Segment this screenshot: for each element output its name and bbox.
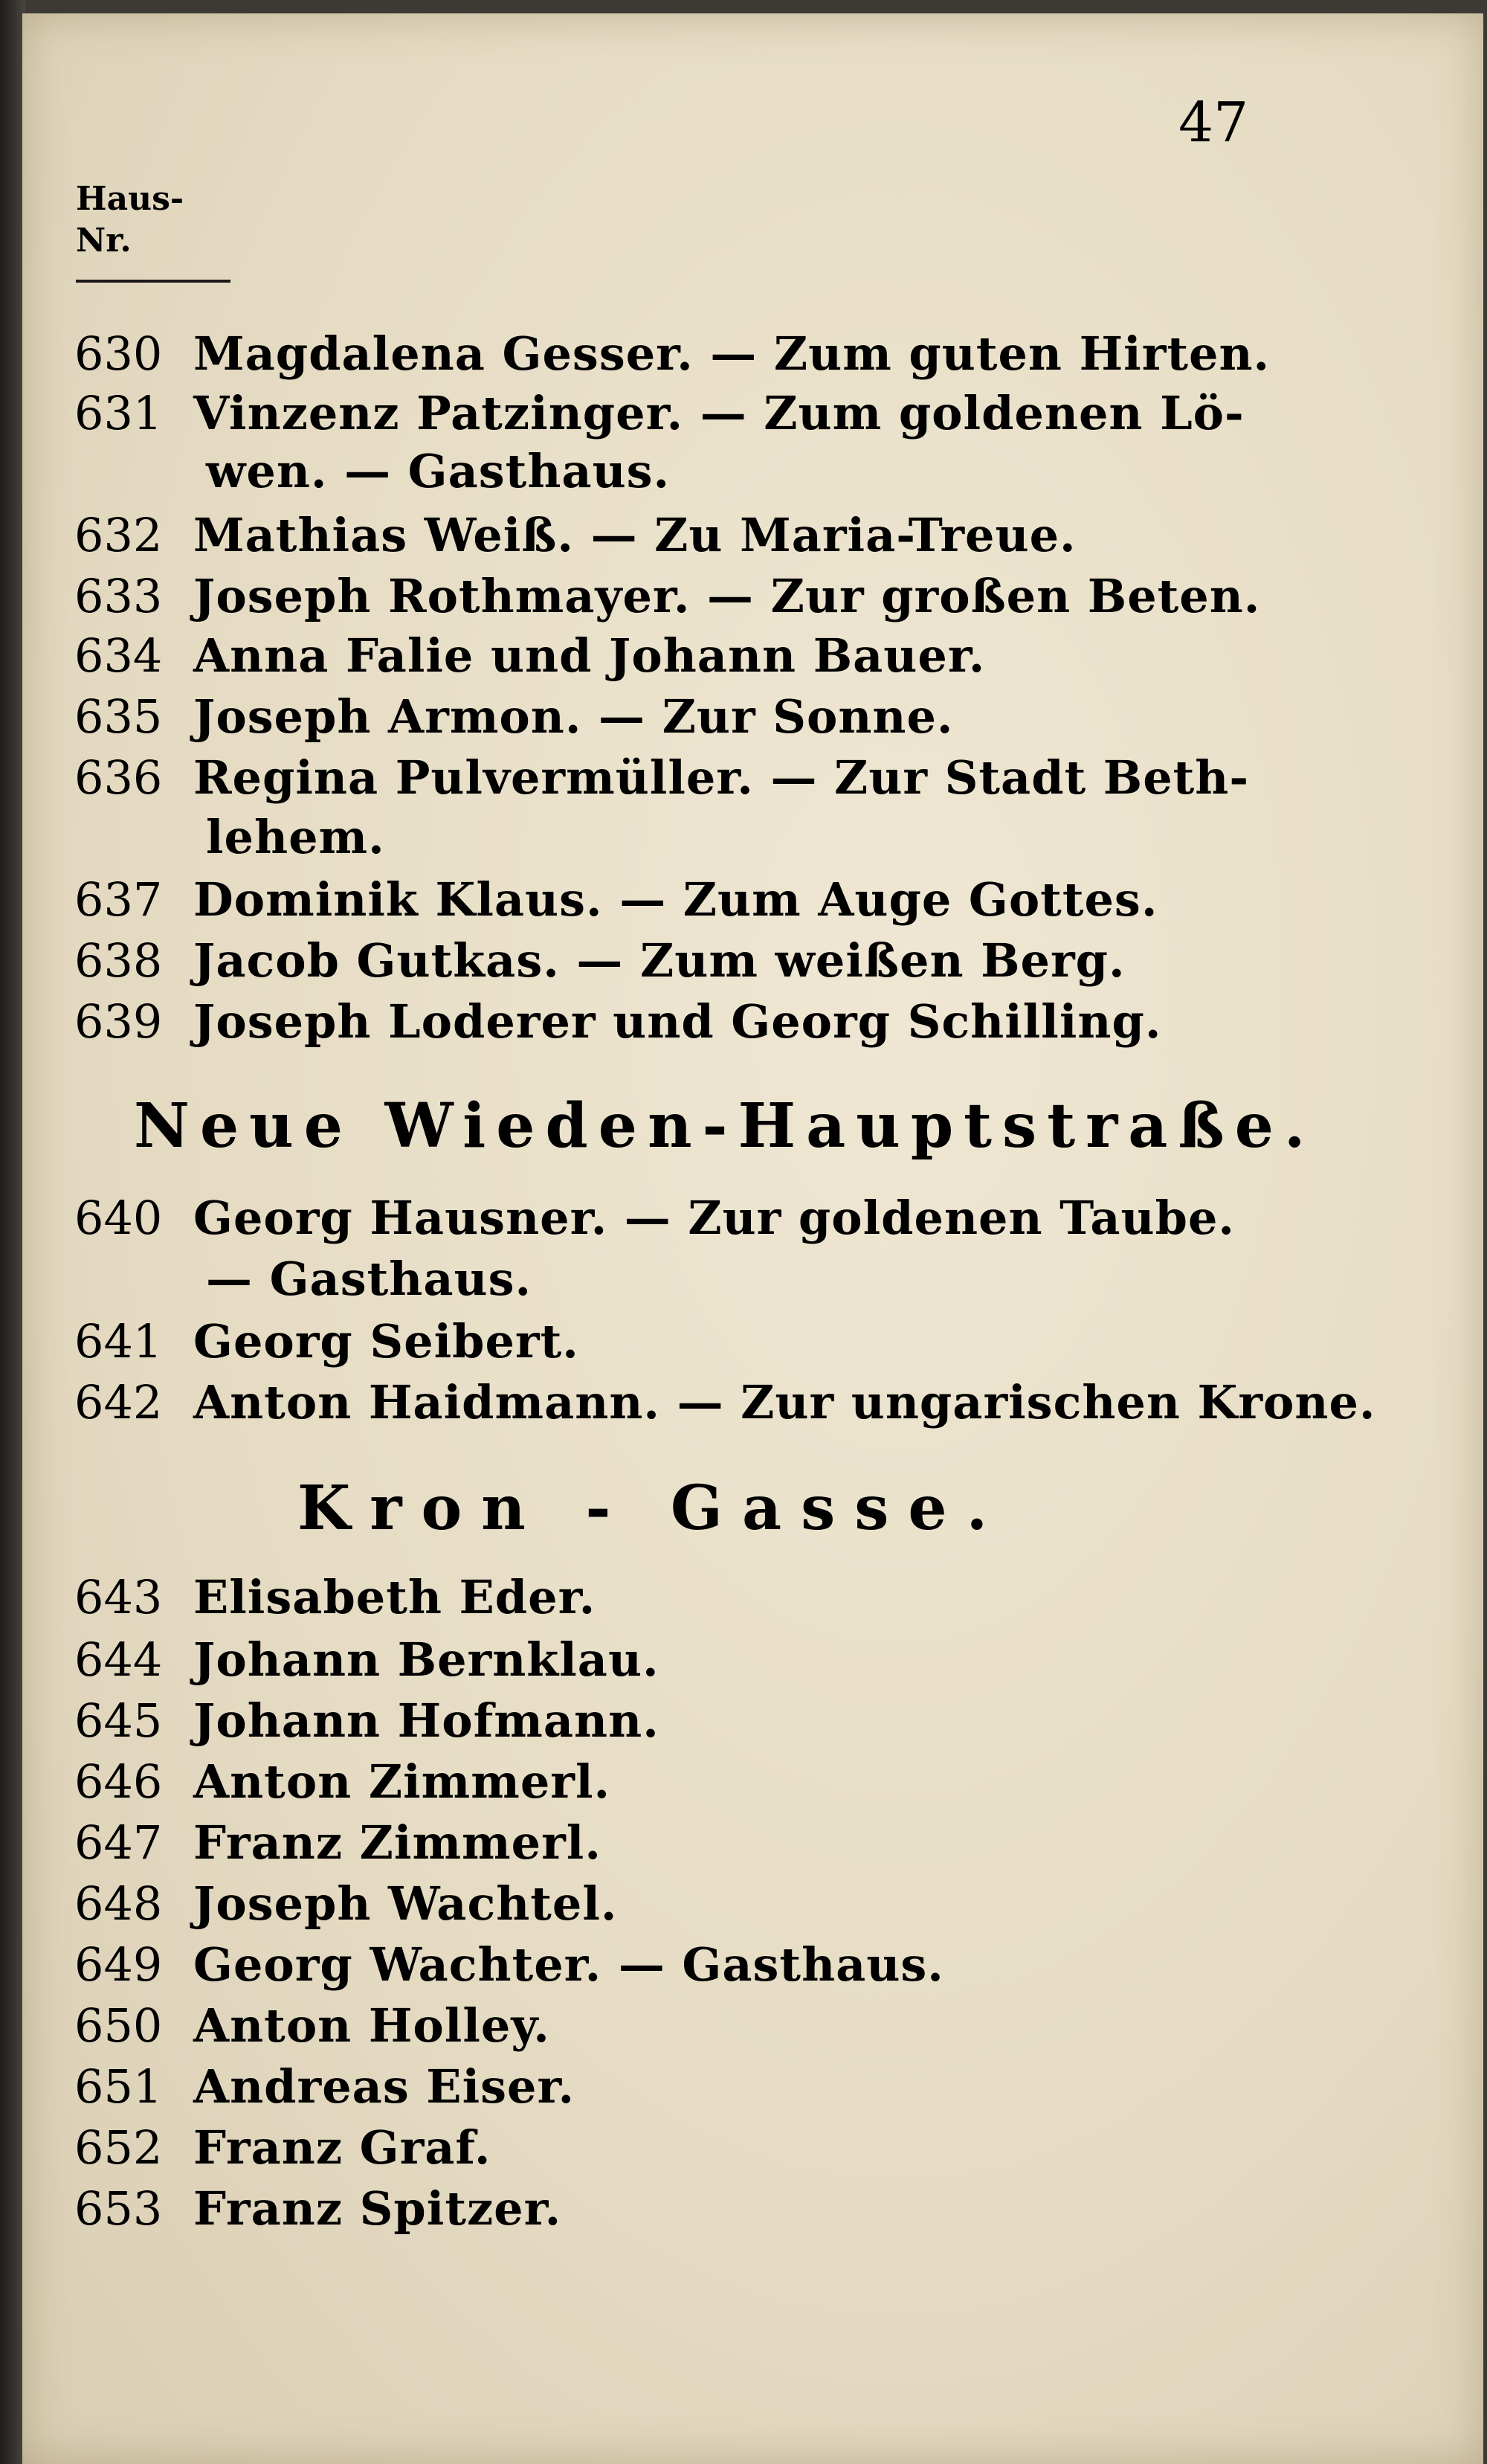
list-item (74, 1874, 618, 1934)
house-number: 637 (74, 872, 163, 927)
entry-text: Anton Holley. (193, 1998, 550, 2053)
entry-text: Mathias Weiß. — Zu Maria-Treue. (193, 508, 1077, 562)
entry-text: Georg Wachter. — Gasthaus. (193, 1937, 944, 1992)
entry-text: Vinzenz Patzinger. — Zum goldenen Lö- (193, 386, 1245, 440)
list-item (74, 2057, 575, 2117)
entry-text: Joseph Armon. — Zur Sonne. (193, 689, 954, 744)
header-rule (76, 280, 230, 283)
entry-text: Joseph Wachtel. (193, 1876, 618, 1931)
house-number: 630 (74, 327, 163, 381)
house-number: 644 (74, 1633, 163, 1687)
house-number: 646 (74, 1754, 163, 1809)
list-item (74, 870, 1158, 930)
house-number: 638 (74, 933, 163, 988)
section-heading-kron-gasse: Kron - Gasse. (297, 1473, 1007, 1544)
list-item (74, 931, 1126, 991)
list-item (74, 1373, 1376, 1432)
list-item (74, 1752, 610, 1812)
page-number: 47 (1178, 91, 1249, 155)
house-number-column-header (76, 178, 184, 262)
entry-text: Magdalena Gesser. — Zum guten Hirten. (193, 327, 1271, 381)
list-item (74, 1935, 944, 1995)
section-heading-neue-wieden-hauptstrasse: Neue Wieden-Hauptstraße. (134, 1090, 1316, 1162)
house-number: 632 (74, 508, 163, 562)
entry-text: Georg Seibert. (193, 1314, 579, 1368)
entry-text: Johann Bernklau. (193, 1633, 659, 1687)
house-number: 651 (74, 2059, 163, 2114)
house-number: 641 (74, 1314, 163, 1368)
list-item (74, 1691, 659, 1751)
entry-text: Andreas Eiser. (193, 2059, 575, 2114)
list-item (74, 687, 954, 747)
list-item (74, 748, 1249, 808)
house-header-line-2: Nr. (76, 222, 132, 260)
entry-text: Franz Spitzer. (193, 2181, 562, 2236)
entry-text: Anton Haidmann. — Zur ungarischen Krone. (193, 1375, 1376, 1429)
list-item (74, 626, 985, 686)
list-item (74, 1996, 550, 2056)
house-number: 642 (74, 1375, 163, 1429)
entry-text: Joseph Rothmayer. — Zur großen Beten. (193, 569, 1261, 623)
list-item (74, 2179, 561, 2239)
house-number: 635 (74, 689, 163, 744)
house-number: 650 (74, 1998, 163, 2053)
entry-continuation: lehem. (206, 810, 385, 864)
entry-text: Jacob Gutkas. — Zum weißen Berg. (193, 933, 1126, 988)
list-item (74, 324, 1270, 384)
entry-text: Franz Graf. (193, 2120, 491, 2175)
house-number: 648 (74, 1876, 163, 1931)
house-number: 636 (74, 750, 163, 805)
entry-text: Johann Hofmann. (193, 1693, 659, 1748)
house-header-line-1: Haus- (76, 180, 184, 218)
list-item (74, 384, 1245, 443)
entry-continuation: wen. — Gasthaus. (206, 444, 671, 498)
house-number: 653 (74, 2181, 163, 2236)
entry-text: Elisabeth Eder. (193, 1570, 596, 1624)
house-number: 652 (74, 2120, 163, 2175)
list-item (74, 1630, 659, 1690)
entry-text: Franz Zimmerl. (193, 1815, 601, 1870)
list-item (74, 1312, 579, 1371)
list-item (74, 1568, 596, 1627)
house-number: 643 (74, 1570, 163, 1624)
book-spine-shadow (0, 0, 25, 2464)
entry-continuation: — Gasthaus. (206, 1252, 532, 1306)
house-number: 647 (74, 1815, 163, 1870)
house-number: 640 (74, 1191, 163, 1245)
list-item (74, 1188, 1235, 1248)
entry-text: Anna Falie und Johann Bauer. (193, 628, 986, 683)
house-number: 649 (74, 1937, 163, 1992)
list-item (74, 1813, 601, 1873)
house-number: 645 (74, 1693, 163, 1748)
entry-text: Regina Pulvermüller. — Zur Stadt Beth- (193, 750, 1250, 805)
list-item (74, 567, 1260, 626)
entry-text: Anton Zimmerl. (193, 1754, 611, 1809)
list-item (74, 2118, 491, 2178)
list-item (74, 992, 1161, 1052)
entry-text: Joseph Loderer und Georg Schilling. (193, 994, 1162, 1049)
house-number: 639 (74, 994, 163, 1049)
entry-text: Georg Hausner. — Zur goldenen Taube. (193, 1191, 1235, 1245)
house-number: 634 (74, 628, 163, 683)
list-item (74, 506, 1077, 565)
house-number: 633 (74, 569, 163, 623)
entry-text: Dominik Klaus. — Zum Auge Gottes. (193, 872, 1158, 927)
house-number: 631 (74, 386, 163, 440)
